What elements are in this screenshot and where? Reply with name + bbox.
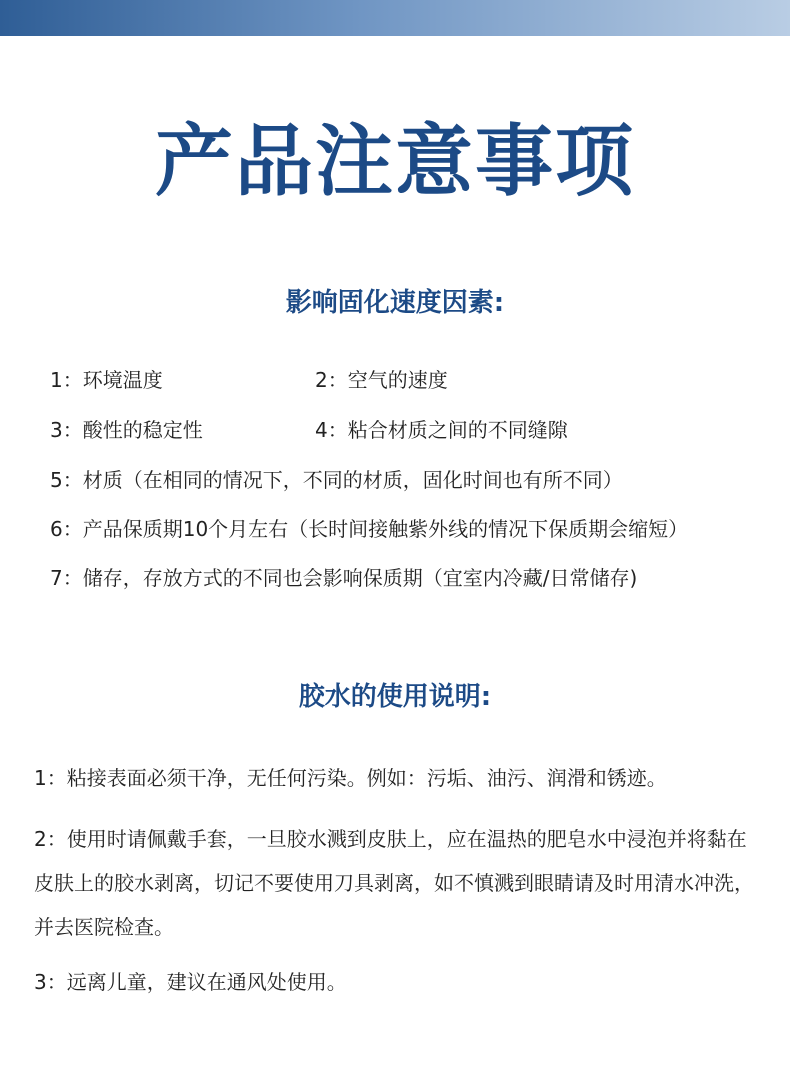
curing-factor-1: 1：环境温度 — [50, 368, 163, 392]
page-title: 产品注意事项 — [154, 117, 635, 207]
curing-factor-2: 2：空气的速度 — [315, 368, 448, 392]
curing-factor-4: 4：粘合材质之间的不同缝隙 — [315, 418, 568, 442]
curing-factor-3: 3：酸性的稳定性 — [50, 418, 203, 442]
curing-factor-row-2 — [50, 416, 568, 444]
usage-instruction-2: 2：使用时请佩戴手套，一旦胶水溅到皮肤上，应在温热的肥皂水中浸泡并将黏在皮肤上的胶水剥离，切记不要使用刀具剥离，如不慎溅到眼睛请及时用清水冲洗，并去医院检查。 — [34, 827, 754, 939]
top-gradient-band — [0, 0, 790, 36]
curing-factor-7: 7：储存，存放方式的不同也会影响保质期（宜室内冷藏/日常储存) — [50, 566, 638, 590]
usage-instruction-3: 3：远离儿童，建议在通风处使用。 — [34, 970, 347, 994]
curing-factor-6: 6：产品保质期10个月左右（长时间接触紫外线的情况下保质期会缩短） — [50, 517, 689, 541]
section-heading-usage-instructions: 胶水的使用说明: — [298, 682, 492, 712]
usage-instruction-1: 1：粘接表面必须干净，无任何污染。例如：污垢、油污、润滑和锈迹。 — [34, 766, 667, 790]
curing-factor-5: 5：材质（在相同的情况下，不同的材质，固化时间也有所不同） — [50, 468, 623, 492]
curing-factor-row-1 — [50, 366, 448, 394]
section-heading-curing-factors: 影响固化速度因素: — [285, 288, 505, 318]
